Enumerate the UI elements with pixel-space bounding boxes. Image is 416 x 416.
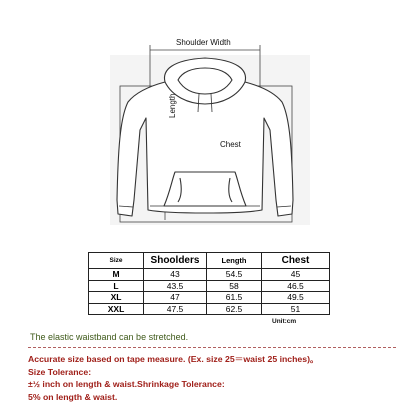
length-cell: 61.5 — [207, 292, 262, 304]
shoulder-width-label: Shoulder Width — [176, 38, 231, 47]
size-cell: XXL — [89, 303, 144, 315]
length-label: Length — [168, 93, 177, 118]
size-cell: XL — [89, 292, 144, 304]
chest-label: Chest — [220, 140, 241, 149]
table-row — [89, 303, 330, 315]
size-cell: M — [89, 269, 144, 281]
note-line: Accurate size based on tape measure. (Ex. size 25＝waist 25 inches)。 — [28, 354, 319, 364]
divider — [28, 347, 396, 348]
table-header-row — [89, 253, 330, 269]
shoulders-cell: 43.5 — [144, 280, 207, 292]
chest-cell: 46.5 — [262, 280, 330, 292]
size-cell: L — [89, 280, 144, 292]
note-line: ±½ inch on length & waist.Shrinkage Tolerance: — [28, 379, 225, 389]
column-header-size: Size — [89, 253, 144, 269]
length-cell: 58 — [207, 280, 262, 292]
column-header-shoulders: Shoolders — [144, 253, 207, 269]
chest-cell: 49.5 — [262, 292, 330, 304]
note-line: 5% on length & waist. — [28, 391, 118, 402]
length-cell: 62.5 — [207, 303, 262, 315]
length-cell: 54.5 — [207, 269, 262, 281]
table-row — [89, 269, 330, 281]
shoulders-cell: 43 — [144, 269, 207, 281]
size-table — [88, 252, 330, 315]
column-header-length: Length — [207, 253, 262, 269]
unit-label: Unit:cm — [272, 318, 297, 325]
chest-cell: 45 — [262, 269, 330, 281]
table-row — [89, 292, 330, 304]
size-notes — [28, 353, 319, 403]
table-row — [89, 280, 330, 292]
elastic-waistband-note: The elastic waistband can be stretched. — [30, 332, 189, 342]
shoulders-cell: 47.5 — [144, 303, 207, 315]
note-line: Size Tolerance: — [28, 366, 92, 377]
column-header-chest: Chest — [262, 253, 330, 269]
chest-cell: 51 — [262, 303, 330, 315]
shoulders-cell: 47 — [144, 292, 207, 304]
